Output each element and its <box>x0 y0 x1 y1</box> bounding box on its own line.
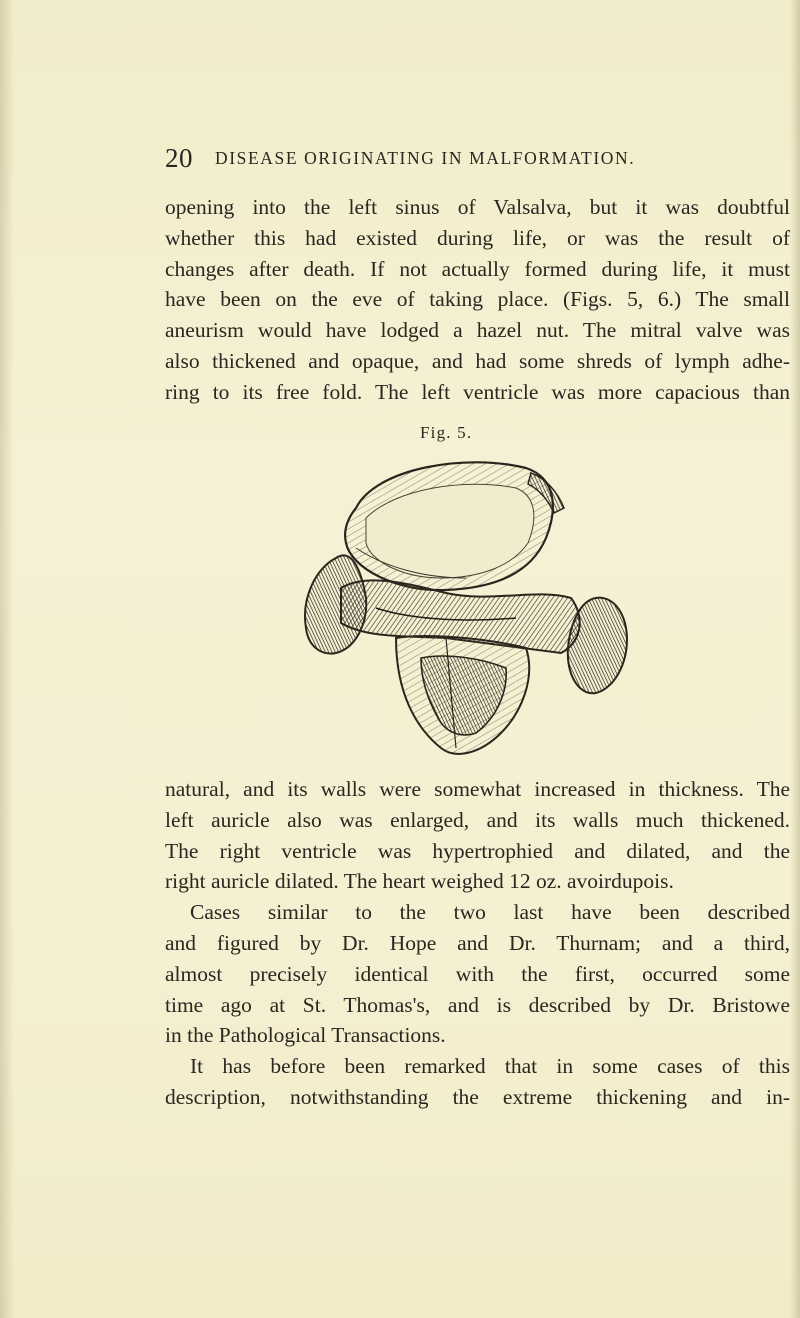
running-head <box>165 143 725 177</box>
text-line: Cases similar to the two last have been described <box>190 900 790 925</box>
page-number: 20 <box>165 143 193 173</box>
text-line: opening into the left sinus of Valsalva, but it was doubtful <box>165 195 790 219</box>
text-line: time ago at St. Thomas's, and is described by Dr. Bristowe <box>165 992 790 1017</box>
text-line: natural, and its walls were somewhat increased in thickness. The <box>165 777 790 801</box>
text-line: and figured by Dr. Hope and Dr. Thurnam; and a third, <box>165 930 790 955</box>
text-line: right auricle dilated. The heart weighed 12 oz. avoirdupois. <box>165 869 674 894</box>
text-line: description, notwithstanding the extreme thickening and in- <box>165 1084 790 1109</box>
text-line: have been on the eve of taking place. (Figs. 5, 6.) The small <box>165 287 790 312</box>
text-line: in the Pathological Transactions. <box>165 1023 446 1048</box>
paragraph-bottom <box>165 774 790 1113</box>
text-line: left auricle also was enlarged, and its walls much thickened. <box>165 807 790 832</box>
text-line: whether this had existed during life, or was the result of <box>165 225 790 250</box>
text-line: The right ventricle was hypertrophied and dilated, and the <box>165 838 790 863</box>
heart-engraving <box>296 448 636 778</box>
figure-label: Fig. 5. <box>420 423 473 442</box>
text-line: changes after death. If not actually formed during life, it must <box>165 256 790 281</box>
page-edge-shadow-right <box>790 0 800 1318</box>
text-line: aneurism would have lodged a hazel nut. The mitral valve was <box>165 318 790 343</box>
text-line: It has before been remarked that in some cases of this <box>190 1054 790 1079</box>
figure-heart-illustration <box>296 448 636 778</box>
text-line: ring to its free fold. The left ventricle was more capacious than <box>165 379 790 404</box>
page-edge-shadow-left <box>0 0 14 1318</box>
paragraph-top <box>165 192 790 408</box>
text-line: almost precisely identical with the first, occurred some <box>165 961 790 986</box>
text-line: also thickened and opaque, and had some shreds of lymph adhe- <box>165 348 790 373</box>
running-title: DISEASE ORIGINATING IN MALFORMATION. <box>215 148 636 168</box>
